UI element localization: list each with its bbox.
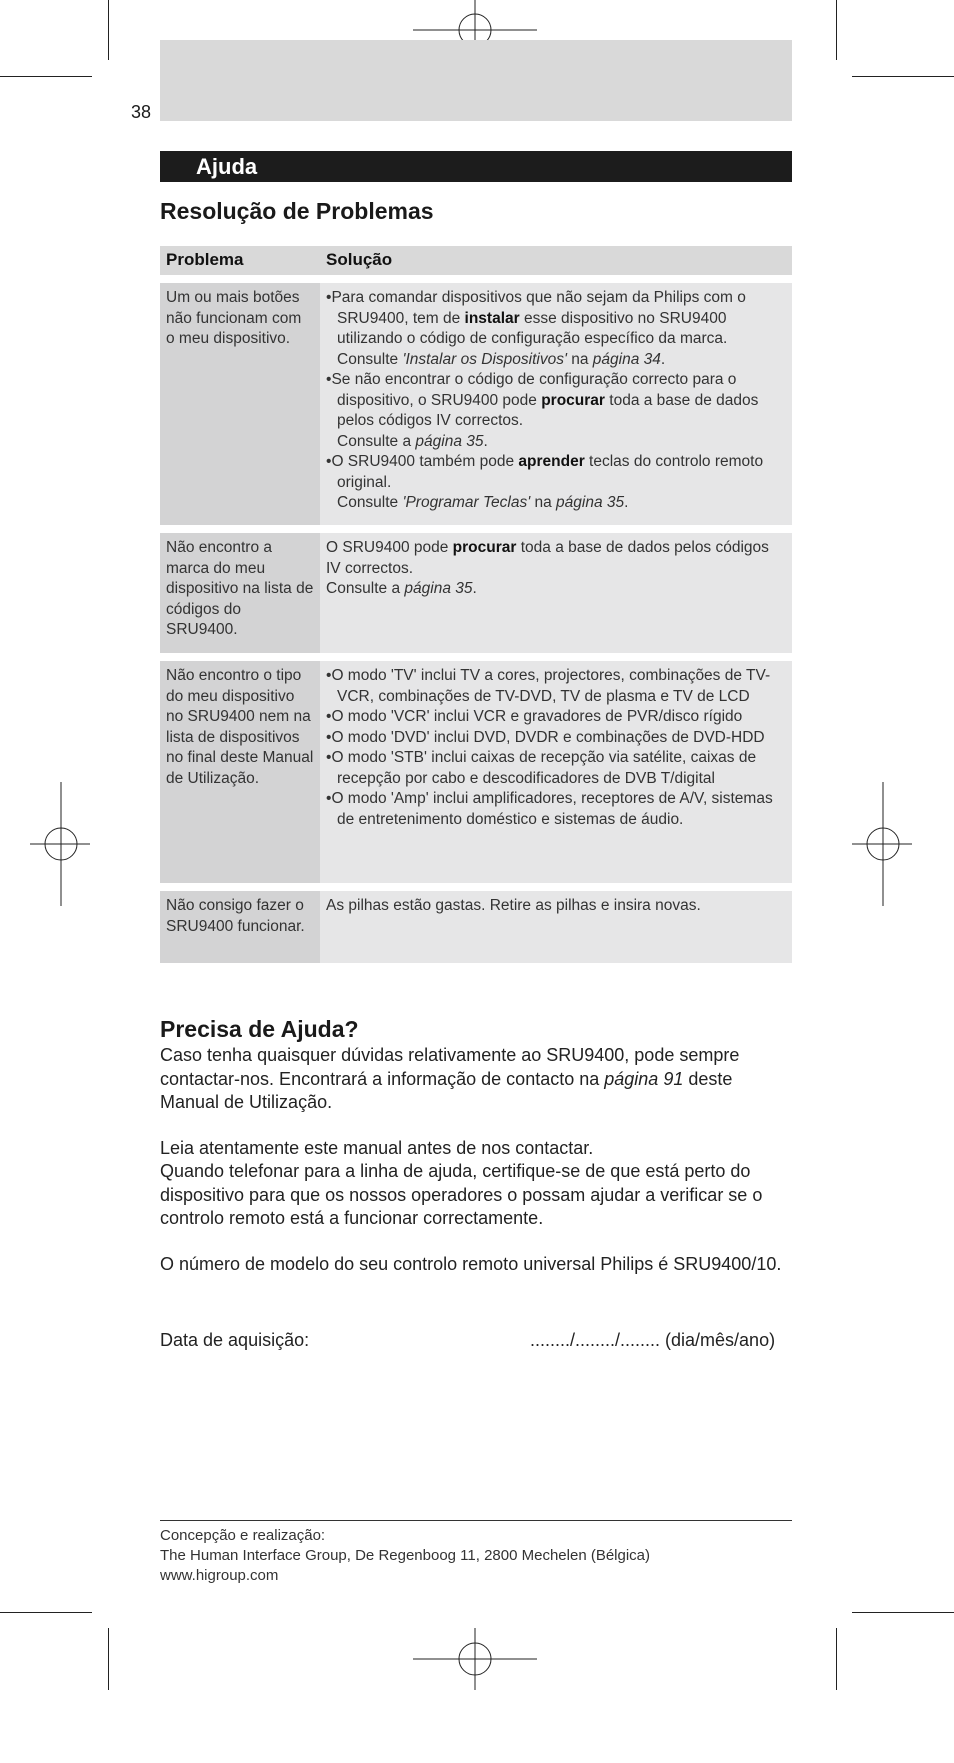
solution-reference: Consulte 'Programar Teclas' na página 35. <box>337 494 629 511</box>
solution-bullet: •O modo 'STB' inclui caixas de recepção via satélite, caixas de recepção por cabo e descodificadores de DVB T/digital <box>326 749 757 787</box>
header-band <box>160 40 792 121</box>
heading-help: Precisa de Ajuda? <box>160 1016 359 1042</box>
crop-mark <box>852 76 954 77</box>
column-header-problem: Problema <box>160 246 320 275</box>
solution-bullet: •O SRU9400 também pode aprender teclas do controlo remoto original. <box>326 453 764 491</box>
footer-divider <box>160 1520 792 1521</box>
solution-bullet: •Se não encontrar o código de configuração correcto para o dispositivo, o SRU9400 pode procurar toda a base de dados pelos códigos IV correctos. <box>326 371 759 429</box>
solution-bullet: •O modo 'VCR' inclui VCR e gravadores de PVR/disco rígido <box>326 708 743 725</box>
registration-mark-left <box>30 782 90 906</box>
crop-mark <box>108 0 109 60</box>
solution-reference: Consulte a página 35. <box>326 580 477 597</box>
table-row <box>160 533 792 653</box>
crop-mark <box>836 0 837 60</box>
table-row <box>160 891 792 963</box>
crop-mark <box>836 1628 837 1690</box>
page-number: 38 <box>131 102 152 122</box>
problem-cell: Um ou mais botões não funcionam com o meu dispositivo. <box>160 283 320 525</box>
table-header-row <box>160 246 792 275</box>
registration-mark-bottom <box>413 1628 537 1690</box>
registration-mark-right <box>852 782 912 906</box>
solution-reference: Consulte a página 35. <box>337 432 488 450</box>
solution-cell <box>320 283 792 525</box>
help-paragraph: Caso tenha quaisquer dúvidas relativamente ao SRU9400, pode sempre contactar-nos. Encontrará a informação de contacto na página 91 deste Manual de Utilização. <box>160 1045 740 1112</box>
solution-bullet: •O modo 'DVD' inclui DVD, DVDR e combinações de DVD-HDD <box>326 728 765 746</box>
solution-bullet: •O modo 'TV' inclui TV a cores, projectores, combinações de TV-VCR, combinações de TV-DVD, TV de plasma e TV de LCD <box>326 667 771 705</box>
problem-cell: Não encontro o tipo do meu dispositivo no SRU9400 nem na lista de dispositivos no final deste Manual de Utilização. <box>160 661 320 883</box>
solution-cell <box>320 533 792 653</box>
problem-cell: Não encontro a marca do meu dispositivo na lista de códigos do SRU9400. <box>160 533 320 653</box>
help-paragraph: Leia atentamente este manual antes de nos contactar. Quando telefonar para a linha de ajuda, certifique-se de que está perto do dispositivo para que os nossos operadores o possam ajudar a verificar se o controlo remoto está a funcionar correctamente. <box>160 1137 763 1228</box>
troubleshooting-table <box>160 238 792 971</box>
purchase-date-row <box>160 1330 776 1351</box>
purchase-date-field: ......../......../........ (dia/mês/ano) <box>530 1330 776 1350</box>
solution-reference: Consulte 'Instalar os Dispositivos' na página 34. <box>337 350 666 368</box>
section-title: Ajuda <box>160 151 792 182</box>
footer-website: www.higroup.com <box>160 1567 279 1584</box>
footer-line: The Human Interface Group, De Regenboog 11, 2800 Mechelen (Bélgica) <box>160 1547 651 1564</box>
table-row <box>160 283 792 525</box>
solution-text: O SRU9400 pode procurar toda a base de dados pelos códigos IV correctos. <box>326 539 769 577</box>
solution-cell: As pilhas estão gastas. Retire as pilhas e insira novas. <box>320 891 792 963</box>
solution-cell <box>320 661 792 883</box>
footer-line: Concepção e realização: <box>160 1527 326 1544</box>
purchase-date-label: Data de aquisição: <box>160 1330 310 1350</box>
problem-cell: Não consigo fazer o SRU9400 funcionar. <box>160 891 320 963</box>
crop-mark <box>0 76 92 77</box>
heading-troubleshooting: Resolução de Problemas <box>160 198 434 224</box>
help-paragraph: O número de modelo do seu controlo remoto universal Philips é SRU9400/10. <box>160 1253 782 1274</box>
solution-bullet: •Para comandar dispositivos que não sejam da Philips com o SRU9400, tem de instalar esse dispositivo no SRU9400 utilizando o código de configuração específico da marca. <box>326 289 746 347</box>
crop-mark <box>0 1612 92 1613</box>
column-header-solution: Solução <box>320 246 792 275</box>
crop-mark <box>852 1612 954 1613</box>
crop-mark <box>108 1628 109 1690</box>
solution-bullet: •O modo 'Amp' inclui amplificadores, receptores de A/V, sistemas de entretenimento doméstico e sistemas de áudio. <box>326 790 773 828</box>
help-body <box>160 1044 792 1298</box>
footer-credits <box>160 1526 650 1586</box>
table-row <box>160 661 792 883</box>
